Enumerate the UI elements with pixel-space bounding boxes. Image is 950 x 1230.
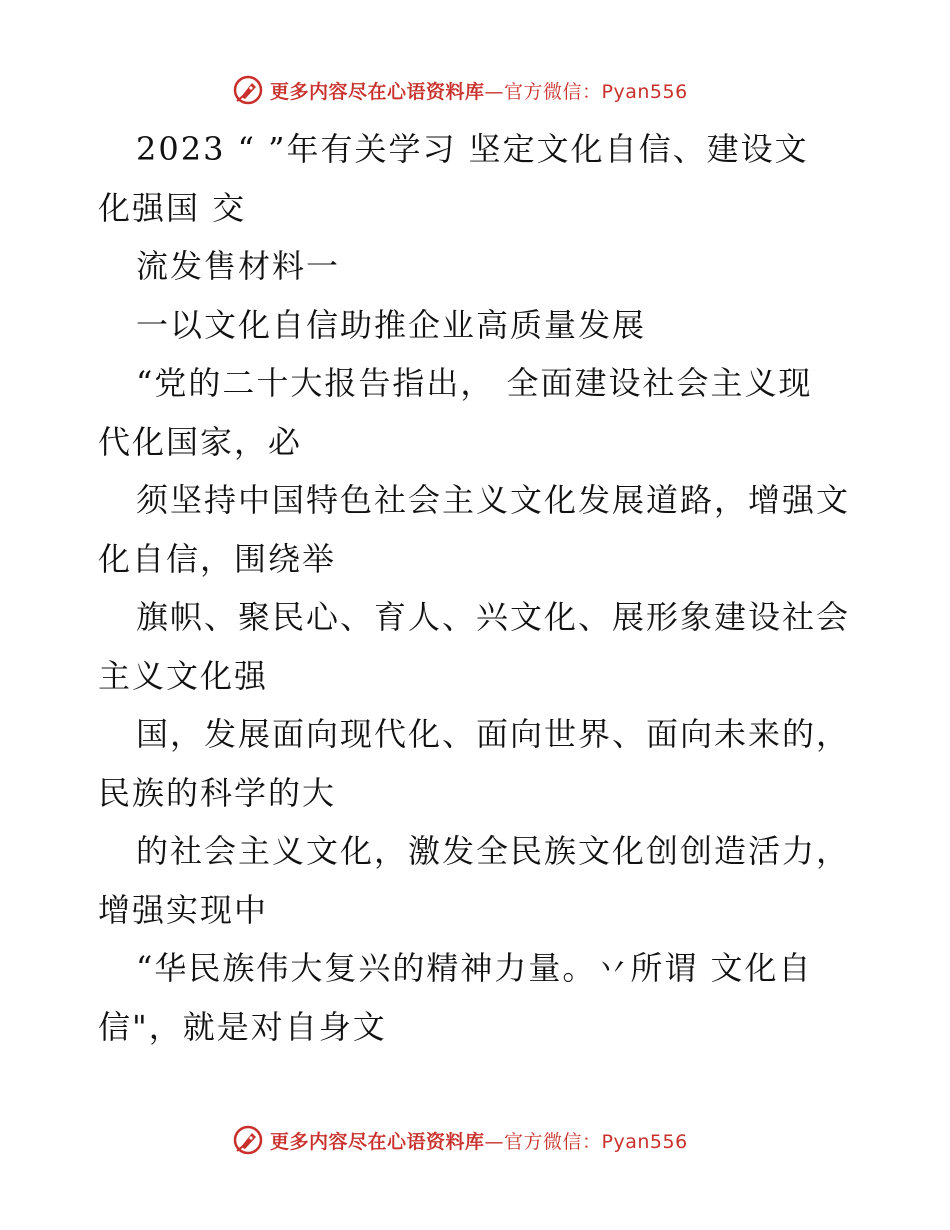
text-line: 流发售材料一: [136, 247, 341, 285]
text-line: 须坚持中国特色社会主义文化发展道路，增强文: [136, 481, 851, 519]
footer-banner: [232, 1120, 752, 1160]
banner-wechat: 官方微信：Pyan556: [504, 1130, 688, 1153]
banner-wechat: 官方微信：Pyan556: [504, 80, 688, 103]
text-line: 旗帜、聚民心、育人、兴文化、展形象建设社会: [136, 598, 851, 636]
banner-brand: 更多内容尽在心语资料库: [270, 1130, 485, 1153]
text-line: 化自信，围绕举: [98, 539, 337, 578]
banner-separator: —: [484, 80, 505, 103]
text-line: 国，发展面向现代化、面向世界、面向未来的，: [136, 715, 851, 753]
document-body: [98, 120, 868, 1056]
banner-text: [270, 77, 688, 104]
text-line: 化强国 交: [98, 188, 247, 227]
text-line: 信"，就是对自身文: [98, 1007, 387, 1046]
text-line: 民族的科学的大: [98, 773, 337, 812]
text-line: 代化国家，必: [98, 422, 303, 461]
pen-nib-circle-logo-icon: [232, 74, 264, 106]
text-line: 主义文化强: [98, 656, 269, 695]
banner-text: [270, 1127, 688, 1154]
text-line: 一以文化自信助推企业高质量发展: [136, 305, 647, 344]
header-banner: [232, 70, 752, 110]
text-line: 增强实现中: [98, 890, 269, 929]
text-line: 2023 “ ”年有关学习 坚定文化自信、建设文: [136, 130, 809, 168]
text-line: “党的二十大报告指出， 全面建设社会主义现: [136, 364, 813, 402]
pen-nib-circle-logo-icon: [232, 1124, 264, 1156]
banner-brand: 更多内容尽在心语资料库: [270, 80, 485, 103]
banner-separator: —: [484, 1130, 505, 1153]
text-line: “华民族伟大复兴的精神力量。丷所谓 文化自: [136, 949, 813, 987]
text-line: 的社会主义文化，激发全民族文化创创造活力，: [136, 832, 851, 870]
